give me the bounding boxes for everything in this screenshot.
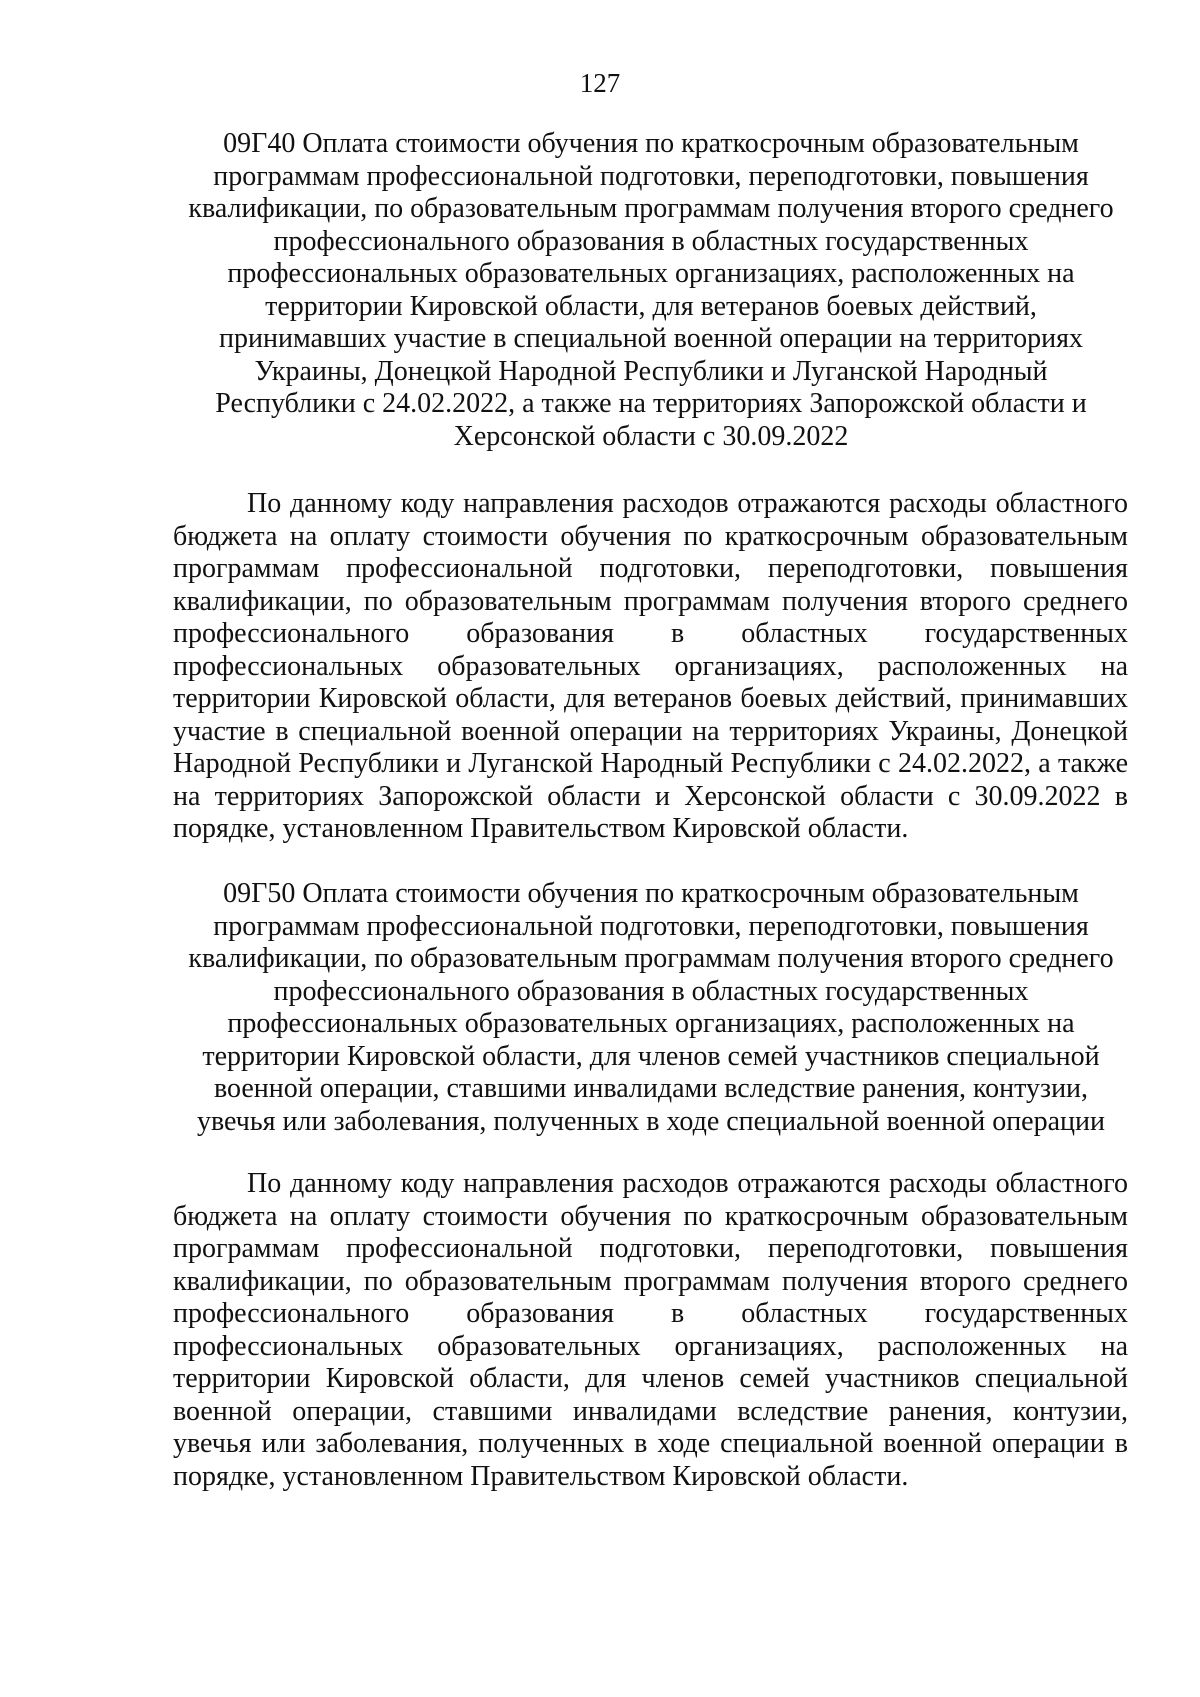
heading-line: программам профессиональной подготовки, переподготовки, повышения — [213, 160, 1089, 192]
section-paragraph-09g40 — [173, 488, 1128, 846]
paragraph-line: квалификации, по образовательным программам получения второго среднего — [173, 1265, 1128, 1297]
paragraph-line: порядке, установленном Правительством Кировской области. — [173, 813, 909, 844]
paragraph-line: увечья или заболевания, полученных в ходе специальной военной операции в — [173, 1428, 1128, 1459]
heading-line: Херсонской области с 30.09.2022 — [453, 420, 849, 452]
heading-line: программам профессиональной подготовки, переподготовки, повышения — [213, 910, 1089, 942]
heading-line: Украины, Донецкой Народной Республики и Луганской Народный — [254, 355, 1048, 387]
paragraph-line: порядке, установленном Правительством Кировской области. — [173, 1460, 909, 1492]
paragraph-line: участие в специальной военной операции на территориях Украины, Донецкой — [173, 715, 1128, 747]
paragraph-line: профессиональных образовательных организациях, расположенных на — [173, 1330, 1128, 1362]
heading-line: территории Кировской области, для ветеранов боевых действий, — [265, 290, 1037, 322]
paragraph-line: бюджета на оплату стоимости обучения по краткосрочным образовательным — [173, 1200, 1128, 1232]
heading-line: Республики с 24.02.2022, а также на территориях Запорожской области и — [215, 388, 1087, 419]
paragraph-line: программам профессиональной подготовки, переподготовки, повышения — [173, 1233, 1128, 1264]
heading-line: 09Г40 Оплата стоимости обучения по краткосрочным образовательным — [223, 128, 1079, 159]
paragraph-line: бюджета на оплату стоимости обучения по краткосрочным образовательным — [173, 520, 1128, 552]
paragraph-line: профессионального образования в областных государственных — [173, 618, 1128, 649]
paragraph-line: Народной Республики и Луганской Народный Республики с 24.02.2022, а также — [173, 748, 1128, 779]
paragraph-line: профессионального образования в областных государственных — [173, 1298, 1128, 1329]
paragraph-line: на территориях Запорожской области и Херсонской области с 30.09.2022 в — [173, 780, 1128, 812]
paragraph-line: квалификации, по образовательным программам получения второго среднего — [173, 585, 1128, 617]
heading-line: территории Кировской области, для членов семей участников специальной — [202, 1040, 1100, 1072]
section-heading-09g50 — [170, 878, 1132, 1138]
heading-line: 09Г50 Оплата стоимости обучения по краткосрочным образовательным — [223, 878, 1079, 909]
heading-line: профессионального образования в областных государственных — [273, 225, 1029, 257]
heading-line: квалификации, по образовательным программам получения второго среднего — [188, 943, 1114, 974]
page-number: 127 — [579, 68, 621, 98]
paragraph-line: По данному коду направления расходов отражаются расходы областного — [247, 488, 1128, 519]
heading-line: профессиональных образовательных организациях, расположенных на — [227, 258, 1075, 289]
heading-line: профессионального образования в областных государственных — [273, 975, 1029, 1007]
heading-line: квалификации, по образовательным программам получения второго среднего — [188, 193, 1114, 224]
heading-line: военной операции, ставшими инвалидами вследствие ранения, контузии, — [213, 1073, 1089, 1104]
heading-line: принимавших участие в специальной военной операции на территориях — [219, 323, 1083, 354]
section-heading-09g40 — [170, 128, 1132, 453]
paragraph-line: военной операции, ставшими инвалидами вследствие ранения, контузии, — [173, 1395, 1128, 1427]
paragraph-line: профессиональных образовательных организациях, расположенных на — [173, 650, 1128, 682]
paragraph-line: По данному коду направления расходов отражаются расходы областного — [247, 1168, 1128, 1199]
section-paragraph-09g50 — [173, 1168, 1128, 1493]
paragraph-line: программам профессиональной подготовки, переподготовки, повышения — [173, 553, 1128, 584]
heading-line: увечья или заболевания, полученных в ходе специальной военной операции — [197, 1105, 1105, 1137]
paragraph-line: территории Кировской области, для членов семей участников специальной — [173, 1363, 1128, 1394]
paragraph-line: территории Кировской области, для ветеранов боевых действий, принимавших — [173, 683, 1128, 714]
heading-line: профессиональных образовательных организациях, расположенных на — [227, 1008, 1075, 1039]
